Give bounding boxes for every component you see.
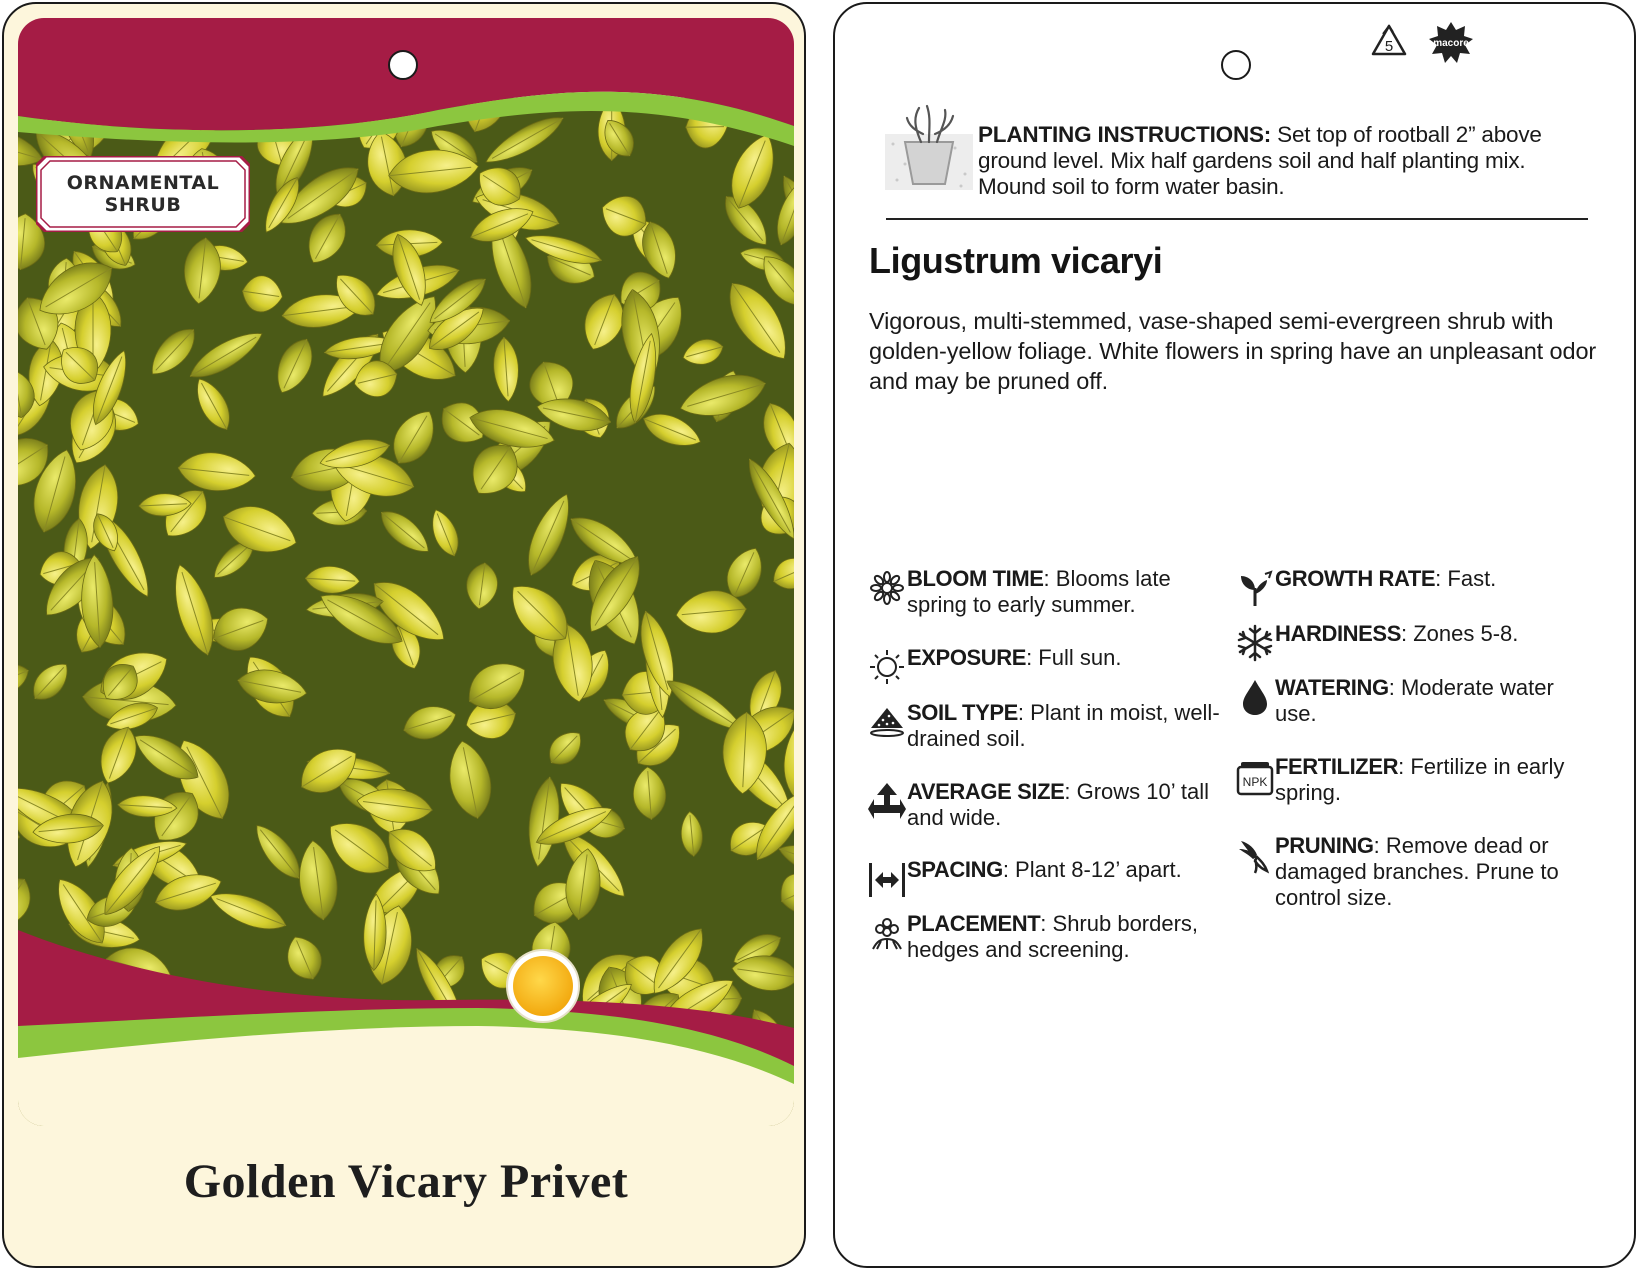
attr-text — [907, 645, 1227, 671]
divider — [886, 218, 1588, 220]
pruners-icon — [1235, 835, 1275, 875]
attr-label: FERTILIZER — [1275, 754, 1399, 779]
attr-value: : Full sun. — [1026, 645, 1122, 670]
sprout-icon — [1235, 568, 1275, 608]
attr-label: SPACING — [907, 857, 1003, 882]
logo-group — [1371, 20, 1491, 70]
attr-text — [1275, 754, 1595, 806]
water-drop-icon — [1235, 677, 1275, 717]
attr-text — [1275, 621, 1595, 647]
fertilizer-icon-label: NPK — [1242, 775, 1268, 789]
attr-value: : Grows 10’ tall and wide. — [907, 779, 1210, 830]
planting-label: PLANTING INSTRUCTIONS: — [978, 122, 1272, 147]
attr-text — [907, 857, 1227, 883]
attr-label: GROWTH RATE — [1275, 566, 1436, 591]
hang-hole — [388, 50, 418, 80]
badge-line-2: SHRUB — [104, 194, 182, 216]
front-card — [2, 2, 806, 1268]
attr-label: AVERAGE SIZE — [907, 779, 1065, 804]
brand-name: macore — [1433, 38, 1469, 49]
spacing-arrows-icon — [867, 859, 907, 899]
attr-value: : Plant in moist, well-drained soil. — [907, 700, 1220, 751]
soil-icon — [867, 702, 907, 742]
attr-label: BLOOM TIME — [907, 566, 1044, 591]
flower-icon — [867, 568, 907, 608]
back-card — [833, 2, 1636, 1268]
fertilizer-icon — [1235, 756, 1275, 796]
attr-label: PRUNING — [1275, 833, 1374, 858]
sun-exposure-fill — [513, 956, 573, 1016]
attr-label: HARDINESS — [1275, 621, 1401, 646]
planting-instructions — [978, 122, 1598, 200]
size-arrows-icon — [867, 781, 907, 821]
attr-text — [1275, 675, 1595, 727]
attr-label: WATERING — [1275, 675, 1389, 700]
attr-text — [1275, 833, 1595, 911]
recycle-number: 5 — [1384, 38, 1394, 55]
badge-line-1: ORNAMENTAL — [66, 172, 220, 194]
attr-value: : Remove dead or damaged branches. Prune to control size. — [1275, 833, 1559, 910]
attr-label: PLACEMENT — [907, 911, 1041, 936]
botanical-name: Ligustrum vicaryi — [869, 240, 1163, 281]
macore-logo — [1429, 22, 1473, 63]
placement-icon — [867, 913, 907, 953]
recycle-icon — [1373, 26, 1405, 55]
attr-text — [1275, 566, 1595, 592]
attr-value: : Moderate water use. — [1275, 675, 1554, 726]
attr-value: : Shrub borders, hedges and screening. — [907, 911, 1199, 962]
attr-value: : Blooms late spring to early summer. — [907, 566, 1171, 617]
attr-value: : Fertilize in early spring. — [1275, 754, 1565, 805]
attr-text — [907, 779, 1227, 831]
common-name: Golden Vicary Privet — [183, 1155, 629, 1208]
category-badge-label — [36, 172, 250, 216]
plant-description: Vigorous, multi-stemmed, vase-shaped semi-evergreen shrub with golden-yellow foliage. White flowers in spring have an unpleasant odor and may be pruned off. — [869, 308, 1597, 394]
attr-text — [907, 566, 1227, 618]
sun-icon — [867, 647, 907, 687]
attr-text — [907, 700, 1227, 752]
attr-text — [907, 911, 1227, 963]
snowflake-icon — [1235, 623, 1275, 663]
attr-value: : Fast. — [1435, 566, 1497, 591]
attr-value: : Zones 5-8. — [1400, 621, 1519, 646]
planting-pot-icon — [885, 104, 973, 200]
attr-value: : Plant 8-12’ apart. — [1002, 857, 1182, 882]
planting-text: Set top of rootball 2” above ground level. Mix half gardens soil and half planting mix. Mound soil to form water basin. — [978, 122, 1542, 199]
attr-label: SOIL TYPE — [907, 700, 1018, 725]
attr-label: EXPOSURE — [907, 645, 1027, 670]
hang-hole — [1221, 50, 1251, 80]
